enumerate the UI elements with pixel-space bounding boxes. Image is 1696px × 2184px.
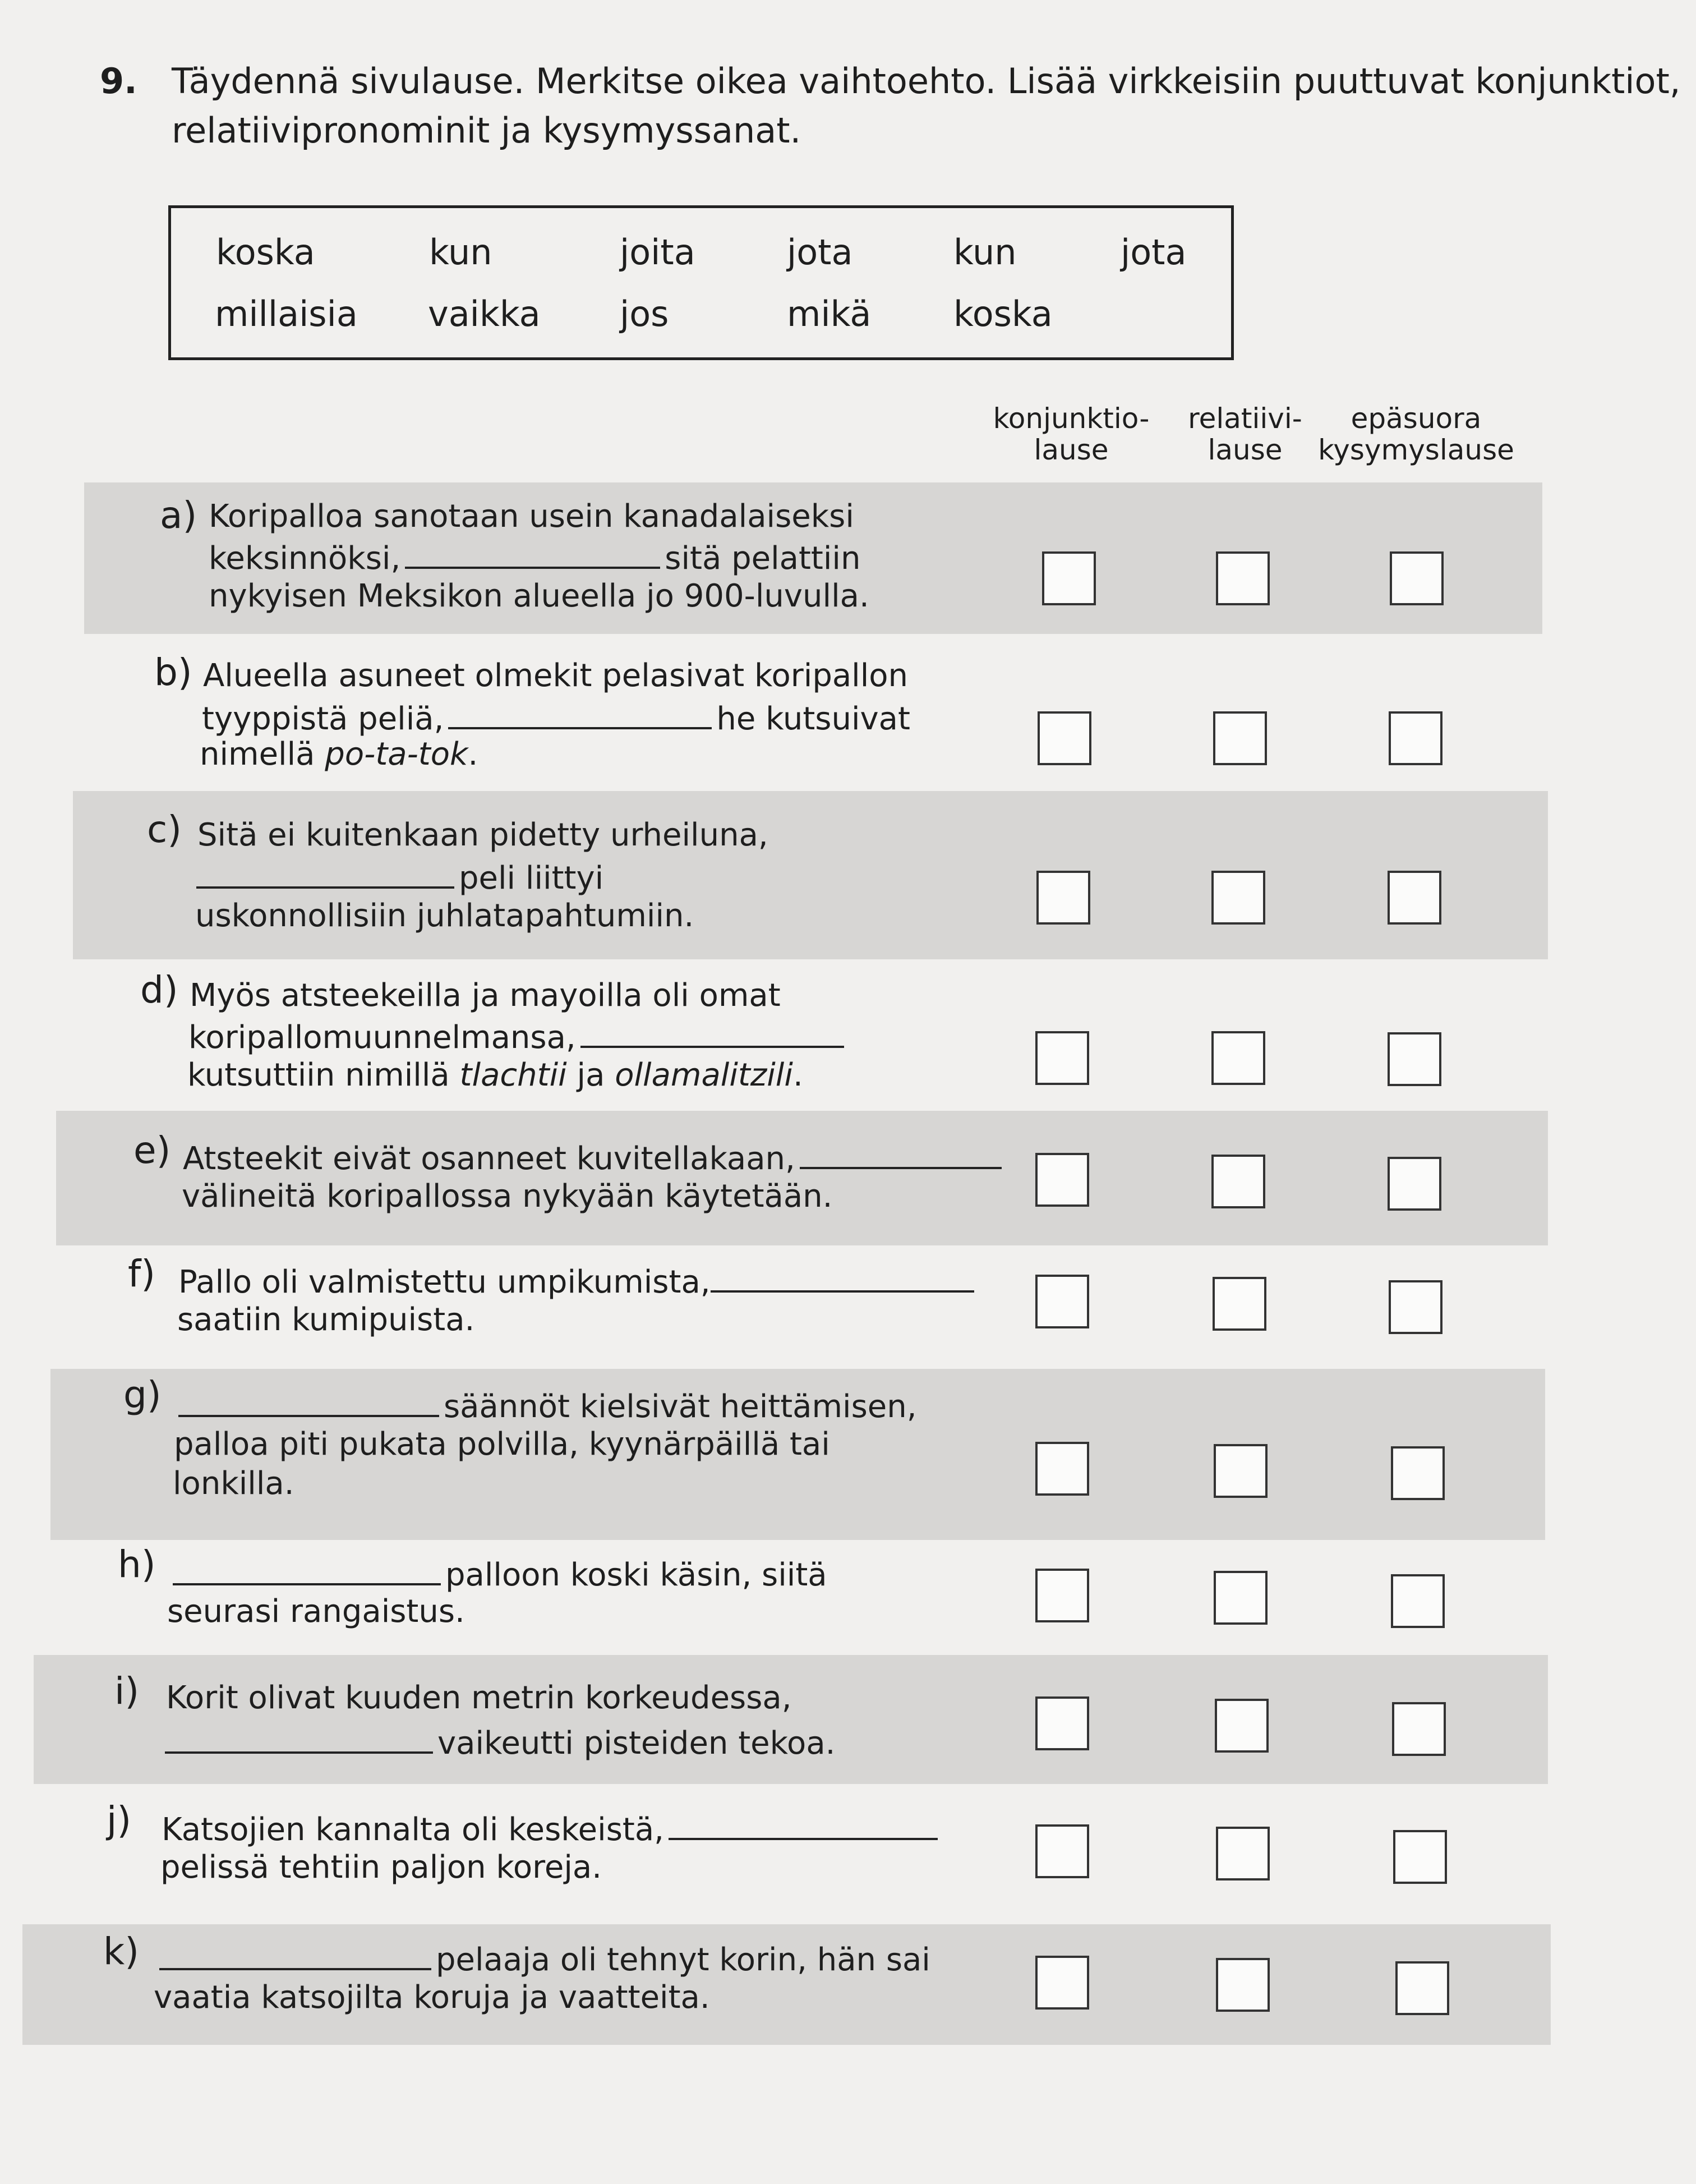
checkbox-question-g[interactable] [1391,1446,1445,1500]
item-text-italic: ollamalitzili [615,1057,793,1093]
item-text: Katsojien kannalta oli keskeistä, [162,1811,664,1848]
item-text [155,1939,930,1978]
answer-blank[interactable] [448,698,712,729]
item-text [178,1386,917,1425]
item-text: palloa piti pukata polvilla, kyynärpäillä tai [174,1426,830,1463]
item-text: lonkilla. [173,1465,294,1502]
column-header-relative: relatiivi- lause [1188,402,1302,466]
column-header-conjunction: konjunktio- lause [993,402,1150,466]
answer-blank[interactable] [800,1138,1002,1169]
checkbox-question-c[interactable] [1388,871,1441,925]
checkbox-conjunction-e[interactable] [1035,1153,1089,1207]
checkbox-conjunction-g[interactable] [1035,1442,1089,1496]
checkbox-question-h[interactable] [1391,1574,1445,1628]
answer-blank[interactable] [196,857,454,889]
item-letter: i) [114,1670,140,1713]
item-text: uskonnollisiin juhlatapahtumiin. [195,898,694,934]
item-text: Sitä ei kuitenkaan pidetty urheiluna, [197,817,768,853]
task-instruction-line-1: Täydennä sivulause. Merkitse oikea vaihtoehto. Lisää virkkeisiin puuttuvat konjunktiot, [172,61,1681,102]
item-text: Alueella asuneet olmekit pelasivat koripallon [203,658,909,694]
item-text [202,698,910,737]
item-text [209,537,860,577]
item-text-italic: po-ta-tok [325,736,468,773]
checkbox-relative-d[interactable] [1211,1031,1265,1085]
item-text: Myös atsteekeilla ja mayoilla oli omat [190,977,781,1014]
item-text: Koripalloa sanotaan usein kanadalaiseksi [209,498,854,535]
word-bank-word: vaikka [428,293,541,334]
checkbox-question-b[interactable] [1389,711,1442,765]
item-text: ja [566,1057,615,1093]
answer-blank[interactable] [178,1386,439,1417]
item-text: välineitä koripallossa nykyään käytetään. [182,1178,833,1215]
task-number: 9. [100,61,137,102]
checkbox-relative-i[interactable] [1215,1699,1269,1753]
checkbox-conjunction-b[interactable] [1038,711,1091,765]
checkbox-relative-a[interactable] [1216,551,1270,605]
checkbox-conjunction-h[interactable] [1035,1569,1089,1622]
checkbox-conjunction-j[interactable] [1035,1824,1089,1878]
checkbox-relative-h[interactable] [1214,1571,1268,1625]
word-bank [168,205,1234,360]
answer-blank[interactable] [405,537,660,569]
checkbox-relative-g[interactable] [1214,1444,1268,1498]
checkbox-conjunction-i[interactable] [1035,1696,1089,1750]
checkbox-relative-e[interactable] [1211,1155,1265,1208]
item-text: he kutsuivat [716,701,910,737]
item-letter: j) [107,1799,132,1842]
item-text [183,1138,1006,1177]
checkbox-question-a[interactable] [1390,551,1444,605]
word-bank-word: jota [1121,232,1187,273]
item-text: kutsuttiin nimillä [187,1057,460,1093]
item-letter: f) [128,1252,155,1295]
item-text [165,1722,835,1762]
item-text [200,736,478,773]
item-letter: g) [123,1373,162,1417]
item-text: koripallomuunnelmansa, [188,1019,576,1056]
item-letter: b) [154,651,192,694]
item-text: Korit olivat kuuden metrin korkeudessa, [166,1680,792,1716]
item-letter: k) [103,1930,139,1973]
item-text [187,1057,803,1093]
item-text: . [792,1057,803,1093]
checkbox-question-j[interactable] [1393,1830,1447,1884]
word-bank-word: jos [620,293,669,334]
checkbox-conjunction-a[interactable] [1042,551,1096,605]
row-band [34,1655,1548,1784]
checkbox-conjunction-k[interactable] [1035,1956,1089,2010]
item-text: vaikeutti pisteiden tekoa. [437,1725,836,1762]
item-text: keksinnöksi, [209,540,401,577]
checkbox-conjunction-f[interactable] [1035,1275,1089,1328]
word-bank-word: kun [429,232,492,273]
item-text: saatiin kumipuista. [177,1302,475,1338]
item-text: palloon koski käsin, siitä [445,1557,827,1593]
checkbox-relative-k[interactable] [1216,1958,1270,2012]
checkbox-relative-c[interactable] [1211,871,1265,925]
item-text: pelissä tehtiin paljon koreja. [160,1849,602,1886]
answer-blank[interactable] [669,1809,938,1840]
item-text [196,857,603,896]
checkbox-relative-j[interactable] [1216,1827,1270,1880]
answer-blank[interactable] [159,1939,431,1970]
item-text: säännöt kielsivät heittämisen, [444,1388,917,1425]
item-letter: h) [118,1543,156,1586]
item-text [168,1554,827,1593]
word-bank-word: koska [216,232,315,273]
checkbox-relative-b[interactable] [1213,711,1267,765]
checkbox-question-f[interactable] [1389,1280,1442,1334]
item-text: sitä pelattiin [665,540,861,577]
item-text [162,1809,942,1848]
item-text: nimellä [200,736,325,773]
item-letter: c) [147,808,182,851]
item-text [178,1261,979,1300]
checkbox-question-i[interactable] [1392,1702,1446,1756]
checkbox-question-d[interactable] [1388,1032,1441,1086]
item-text [188,1017,849,1056]
checkbox-conjunction-d[interactable] [1035,1031,1089,1085]
checkbox-question-e[interactable] [1388,1157,1441,1211]
item-text: Atsteekit eivät osanneet kuvitellakaan, [183,1141,795,1177]
answer-blank[interactable] [580,1017,844,1048]
item-text: peli liittyi [459,860,604,896]
word-bank-word: jota [787,232,853,273]
answer-blank[interactable] [173,1554,441,1585]
word-bank-word: joita [620,232,695,273]
item-letter: a) [160,494,197,537]
word-bank-word: millaisia [215,293,358,334]
item-text-italic: tlachtii [459,1057,567,1093]
item-text: tyyppistä peliä, [202,701,444,737]
item-letter: d) [140,968,178,1011]
word-bank-word: koska [953,293,1053,334]
item-text: seurasi rangaistus. [167,1593,465,1630]
word-bank-word: kun [953,232,1017,273]
answer-blank[interactable] [711,1261,974,1293]
item-text: Pallo oli valmistettu umpikumista, [178,1264,711,1300]
checkbox-relative-f[interactable] [1213,1277,1266,1331]
checkbox-question-k[interactable] [1395,1961,1449,2015]
checkbox-conjunction-c[interactable] [1036,871,1090,925]
item-text: . [468,736,478,773]
item-text: vaatia katsojilta koruja ja vaatteita. [154,1979,710,2016]
item-text: pelaaja oli tehnyt korin, hän sai [436,1942,930,1978]
item-letter: e) [133,1129,171,1172]
word-bank-word: mikä [787,293,872,334]
item-text: nykyisen Meksikon alueella jo 900-luvulla. [209,578,869,614]
answer-blank[interactable] [165,1722,433,1754]
task-instruction-line-2: relatiivipronominit ja kysymyssanat. [172,110,801,151]
column-header-indirect-question: epäsuora kysymyslause [1318,402,1514,466]
